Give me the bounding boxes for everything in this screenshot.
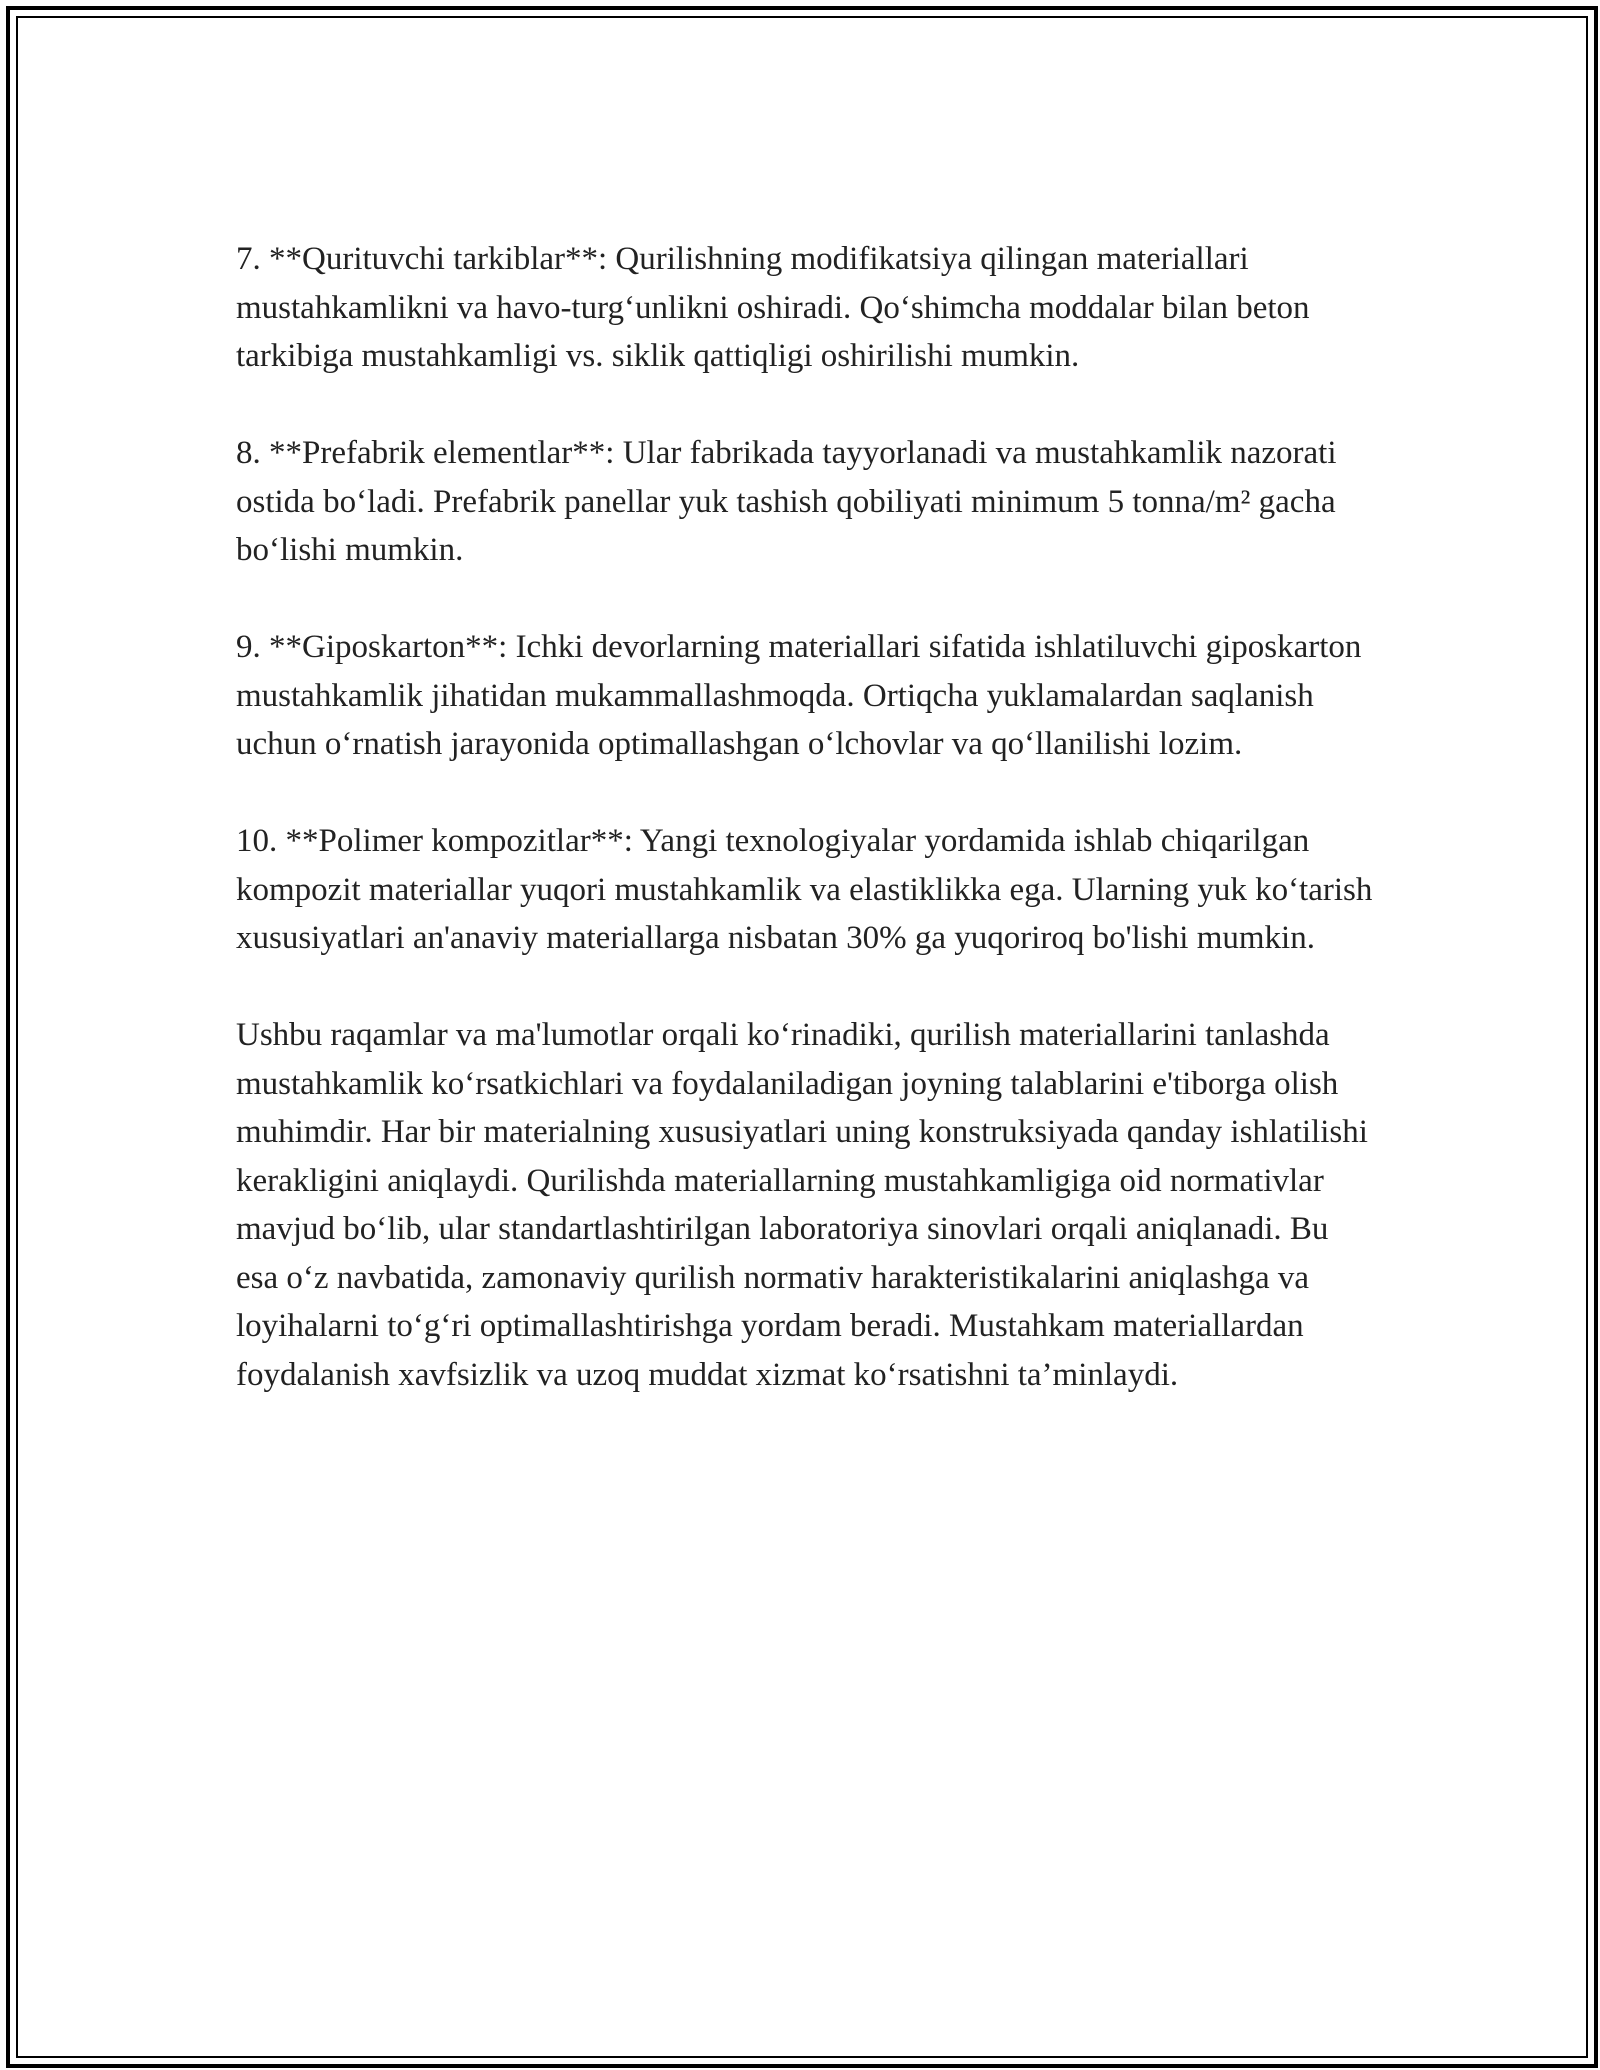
document-body [236,235,1376,1448]
paragraph-item-10-polymer-composites: 10. **Polimer kompozitlar**: Yangi texnologiyalar yordamida ishlab chiqarilgan kompozit materiallar yuqori mustahkamlik va elastiklikka ega. Ularning yuk ko‘tarish xususiyatlari an'anaviy materiallarga nisbatan 30% ga yuqoriroq bo'lishi mumkin. [236,823,1373,956]
paragraph-item-7-desiccant-compounds: 7. **Qurituvchi tarkiblar**: Qurilishning modifikatsiya qilingan materiallari mustahkamlikni va havo-turg‘unlikni oshiradi. Qo‘shimcha moddalar bilan beton tarkibiga mustahkamligi vs. siklik qattiqligi oshirilishi mumkin. [236,241,1310,374]
paragraph-item-8-prefab-elements: 8. **Prefabrik elementlar**: Ular fabrikada tayyorlanadi va mustahkamlik nazorati ostida bo‘ladi. Prefabrik panellar yuk tashish qobiliyati minimum 5 tonna/m² gacha bo‘lishi mumkin. [236,435,1337,568]
paragraph-item-9-drywall: 9. **Giposkarton**: Ichki devorlarning materiallari sifatida ishlatiluvchi giposkarton mustahkamlik jihatidan mukammallashmoqda. Ortiqcha yuklamalardan saqlanish uchun o‘rnatish jarayonida optimallashgan o‘lchovlar va qo‘llanilishi lozim. [236,629,1362,762]
paragraph-conclusion: Ushbu raqamlar va ma'lumotlar orqali ko‘rinadiki, qurilish materiallarini tanlashda mustahkamlik ko‘rsatkichlari va foydalaniladigan joyning talablarini e'tiborga olish muhimdir. Har bir materialning xususiyatlari uning konstruksiyada qanday ishlatilishi kerakligini aniqlaydi. Qurilishda materiallarning mustahkamligiga oid normativlar mavjud bo‘lib, ular standartlashtirilgan laboratoriya sinovlari orqali aniqlanadi. Bu esa o‘z navbatida, zamonaviy qurilish normativ harakteristikalarini aniqlashga va loyihalarni to‘g‘ri optimallashtirishga yordam beradi. Mustahkam materiallardan foydalanish xavfsizlik va uzoq muddat xizmat ko‘rsatishni ta’minlaydi. [236,1017,1368,1393]
